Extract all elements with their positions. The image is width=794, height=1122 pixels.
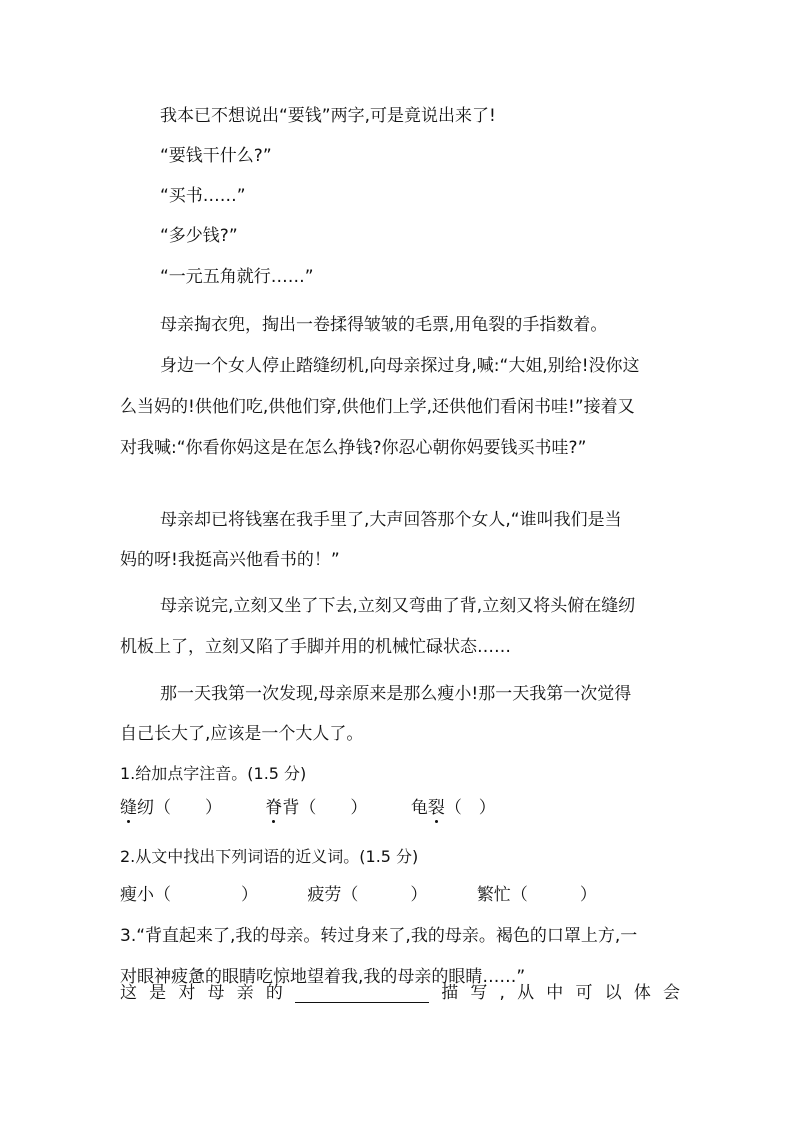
q3-char: 这 [120,983,137,1003]
question-2-items [120,885,597,905]
paragraph-2: “要钱干什么?” [160,146,272,166]
paragraph-4: “多少钱?” [160,226,238,246]
q1-item-1 [120,798,222,818]
q2-item-2-right-paren: ） [410,885,428,905]
q1-item-1-post: 纫 [137,798,154,818]
q3-char: 对 [178,983,196,1003]
q2-item-2 [307,885,427,905]
q3-answer-blank[interactable] [295,986,429,1003]
q1-item-3-dotted-char: 裂 [427,798,445,818]
paragraph-mother-line-2: 妈的呀!我挺高兴他看书的！” [120,550,340,570]
q3-char: 是 [149,983,167,1003]
paragraph-woman-line-3: 对我喊:“你看你妈这是在怎么挣钱?你忍心朝你妈要钱买书哇?” [120,438,587,458]
paragraph-6: 母亲掏衣兜，掏出一卷揉得皱皱的毛票,用龟裂的手指数着。 [160,315,608,335]
q3-char: 体 [633,983,651,1003]
q2-item-2-word: 疲劳 [307,885,342,905]
q3-char: 写 [470,983,488,1003]
q2-item-1 [120,885,258,905]
q2-item-3-word: 繁忙 [476,885,511,905]
question-2-title: 2.从文中找出下列词语的近义词。(1.5 分) [120,847,419,866]
q1-item-1-dotted-char: 缝 [120,798,137,818]
q3-char: , [499,983,505,1003]
q1-item-2-post: 背 [282,798,300,818]
paragraph-found-line-1: 那一天我第一次发现,母亲原来是那么瘦小!那一天我第一次觉得 [160,684,632,704]
q2-item-2-left-paren: （ [341,885,359,905]
q1-item-3-blank[interactable]: （ ） [444,798,496,818]
paragraph-woman-line-2: 么当妈的!供他们吃,供他们穿,供他们上学,还供他们看闲书哇!”接着又 [120,397,635,417]
q3-char: 的 [265,983,283,1003]
q1-item-1-blank[interactable]: （ ） [154,798,222,818]
question-1-title: 1.给加点字注音。(1.5 分) [120,764,307,783]
paragraph-mother-line-1: 母亲却已将钱塞在我手里了,大声回答那个女人,“谁叫我们是当 [160,510,622,530]
q2-item-1-word: 瘦小 [120,885,154,905]
question-1-items [120,798,534,818]
paragraph-work-line-2: 机板上了，立刻又陷了手脚并用的机械忙碌状态…… [120,637,511,657]
q2-item-3-left-paren: （ [510,885,528,905]
question-3-line-2: 对眼神疲惫的眼睛吃惊地望着我,我的母亲的眼睛……” [120,967,526,987]
q3-char: 母 [207,983,225,1003]
question-3-line-1: 3.“背直起来了,我的母亲。转过身来了,我的母亲。褐色的口罩上方,一 [120,926,638,946]
q2-item-1-right-paren: ） [241,885,258,905]
paragraph-found-line-2: 自己长大了,应该是一个大人了。 [120,724,364,744]
q3-char: 描 [441,983,459,1003]
paragraph-1: 我本已不想说出“要钱”两字,可是竟说出来了! [160,106,496,126]
paragraph-3: “买书……” [160,186,246,206]
paragraph-woman-line-1: 身边一个女人停止踏缝纫机,向母亲探过身,喊:“大姐,别给!没你这 [160,356,640,376]
q1-item-3 [411,798,496,818]
q3-char: 从 [517,983,535,1003]
q3-char: 可 [575,983,593,1003]
q1-item-2-dotted-char: 脊 [265,798,283,818]
q2-item-3 [477,885,597,905]
q1-item-2-blank[interactable]: （ ） [299,798,368,818]
q2-item-3-right-paren: ） [579,885,597,905]
q3-char: 亲 [236,983,254,1003]
q3-char: 以 [604,983,622,1003]
question-3-line-3 [120,983,680,1003]
q2-item-1-left-paren: （ [154,885,171,905]
q3-char: 会 [662,983,680,1003]
q1-item-3-pre: 龟 [410,798,428,818]
paragraph-work-line-1: 母亲说完,立刻又坐了下去,立刻又弯曲了背,立刻又将头俯在缝纫 [160,596,636,616]
paragraph-5: “一元五角就行……” [160,267,314,287]
q1-item-2 [265,798,367,818]
q3-char: 中 [546,983,564,1003]
